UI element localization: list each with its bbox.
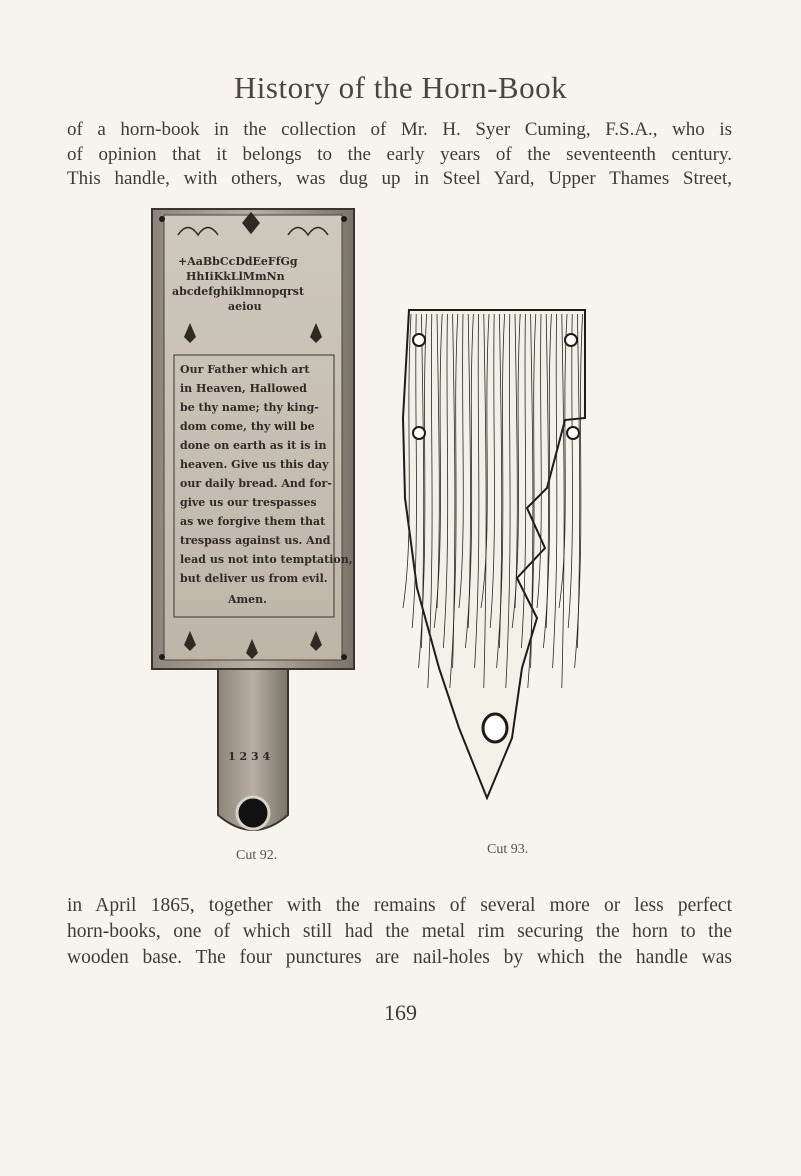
text-line: wooden base. The four punctures are nail-holes by which the handle was bbox=[67, 947, 732, 968]
text-line: horn-books, one of which still had the metal rim securing the horn to the bbox=[67, 921, 732, 942]
paragraph-top bbox=[67, 118, 732, 192]
prayer-line: lead us not into temptation, bbox=[180, 553, 353, 566]
alphabet-line: abcdefghiklmnopqrst bbox=[172, 285, 305, 298]
alphabet-line: HhIiKkLlMmNn bbox=[186, 270, 285, 283]
alphabet-line: aeiou bbox=[228, 300, 262, 313]
paragraph-bottom bbox=[67, 893, 732, 971]
figure-caption: Cut 93. bbox=[487, 842, 529, 857]
page-number: 169 bbox=[384, 1000, 417, 1025]
prayer-line: our daily bread. And for- bbox=[180, 477, 332, 490]
alphabet-line: +AaBbCcDdEeFfGg bbox=[178, 255, 298, 268]
horn-book-photo-figure bbox=[148, 205, 360, 845]
text-line: This handle, with others, was dug up in Steel Yard, Upper Thames Street, bbox=[67, 168, 732, 189]
prayer-line: give us our trespasses bbox=[180, 496, 317, 509]
prayer-line: heaven. Give us this day bbox=[180, 458, 329, 471]
handle-hole bbox=[237, 797, 269, 829]
prayer-line: trespass against us. And bbox=[180, 534, 331, 547]
handle-marks: 1 2 3 4 bbox=[228, 750, 271, 763]
prayer-line: be thy name; thy king- bbox=[180, 401, 319, 414]
prayer-line: Amen. bbox=[228, 593, 267, 606]
handle-hole-drawing bbox=[483, 714, 507, 742]
prayer-line: Our Father which art bbox=[180, 363, 310, 376]
text-line: of a horn-book in the collection of Mr. H. Syer Cuming, F.S.A., who is bbox=[67, 119, 732, 140]
prayer-line: as we forgive them that bbox=[180, 515, 326, 528]
prayer-line: in Heaven, Hallowed bbox=[180, 382, 307, 395]
text-line: in April 1865, together with the remains of several more or less perfect bbox=[67, 895, 732, 916]
prayer-line: but deliver us from evil. bbox=[180, 572, 328, 585]
running-head: History of the Horn-Book bbox=[233, 70, 568, 105]
handle-drawing-figure bbox=[397, 308, 597, 800]
text-line: of opinion that it belongs to the early years of the seventeenth century. bbox=[67, 143, 732, 165]
figure-caption: Cut 92. bbox=[236, 848, 278, 863]
prayer-line: dom come, thy will be bbox=[180, 420, 315, 433]
prayer-line: done on earth as it is in bbox=[180, 439, 327, 452]
